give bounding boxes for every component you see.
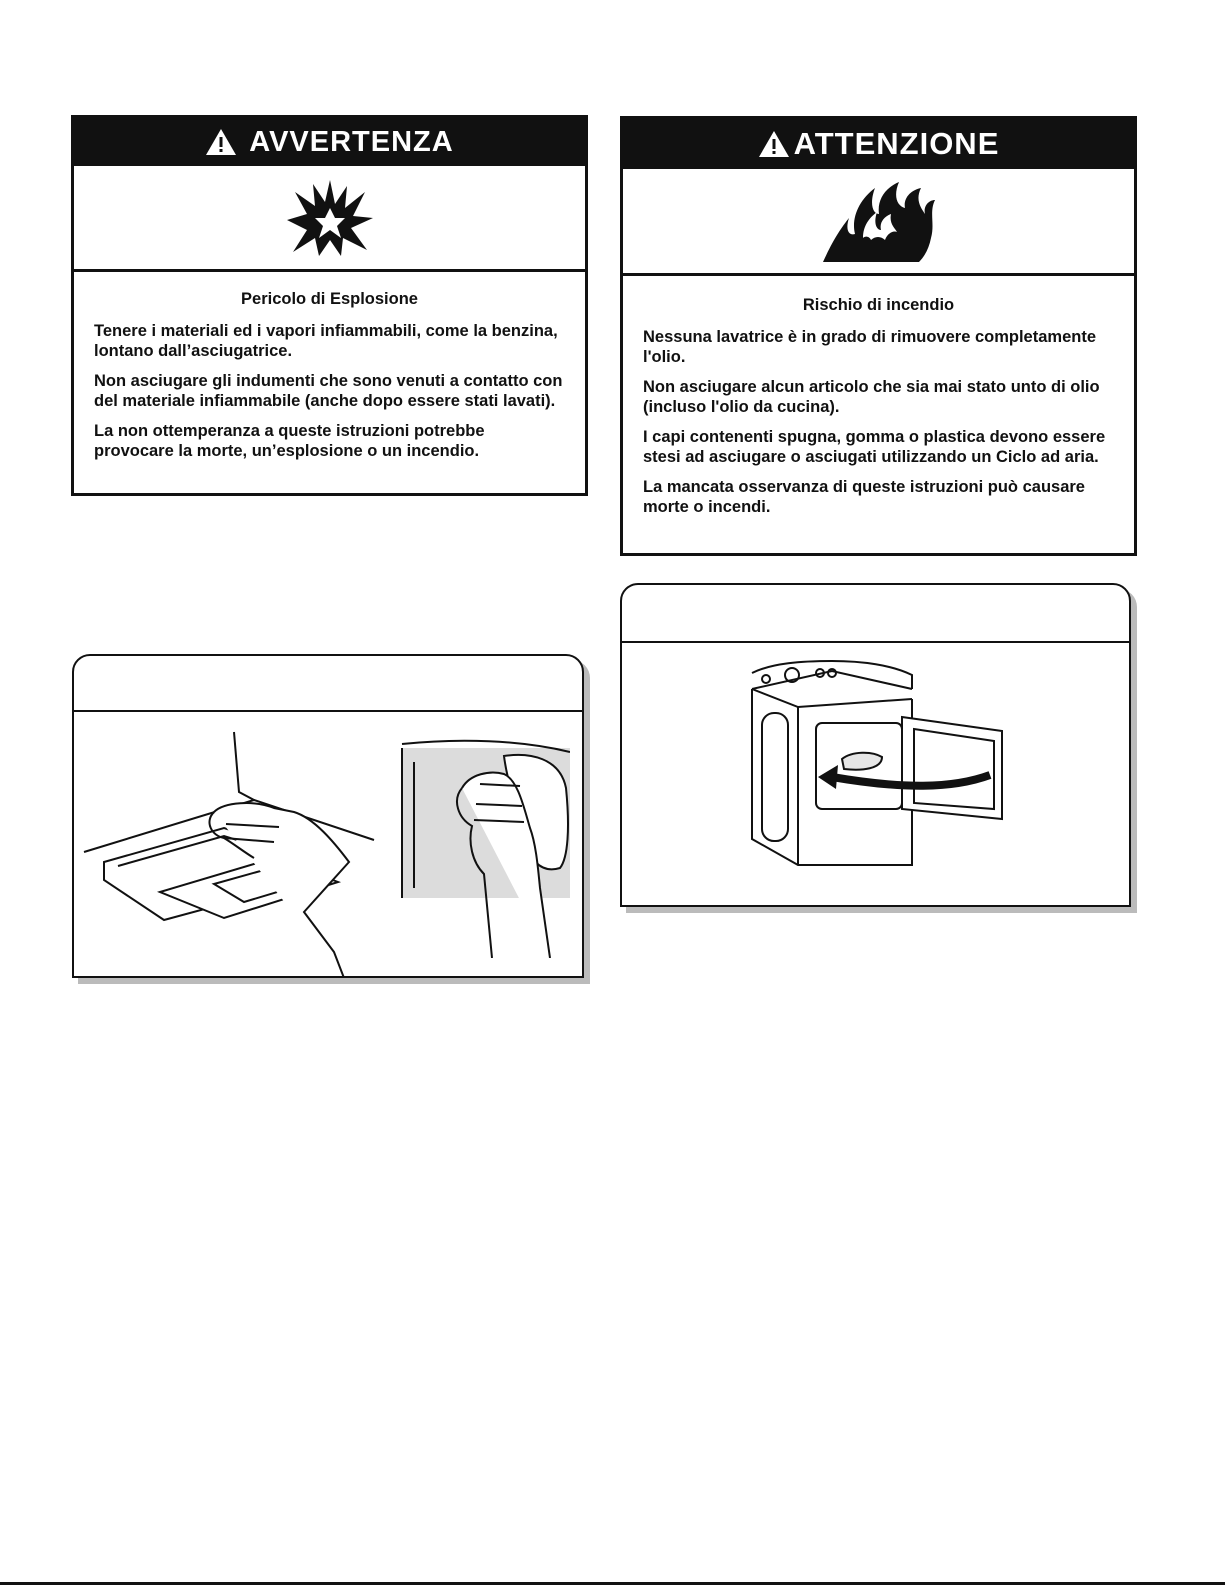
warning-text xyxy=(74,272,585,461)
warning-triangle-icon xyxy=(205,128,237,156)
hazard-pictogram xyxy=(74,166,585,272)
fire-icon xyxy=(819,178,939,264)
hazard-pictogram xyxy=(623,169,1134,276)
warning-paragraph: I capi contenenti spugna, gomma o plastica devono essere stesi ad asciugare o asciugati utilizzando un Ciclo ad aria. xyxy=(643,428,1106,466)
warning-paragraph: La non ottemperanza a queste istruzioni potrebbe provocare la morte, un’esplosione o un incendio. xyxy=(94,422,485,460)
dryer-door-swing-illustration xyxy=(732,659,1032,873)
warning-header xyxy=(74,118,585,166)
warning-paragraph: Tenere i materiali ed i vapori infiammabili, come la benzina, lontano dall’asciugatrice. xyxy=(94,322,558,360)
warning-paragraph: Nessuna lavatrice è in grado di rimuovere completamente l'olio. xyxy=(643,328,1096,366)
illustration-panel-door xyxy=(620,583,1131,907)
panel-header xyxy=(622,585,1129,643)
warning-paragraph: La mancata osservanza di queste istruzioni può causare morte o incendi. xyxy=(643,478,1085,516)
signal-word: ATTENZIONE xyxy=(793,126,1000,161)
warning-box-explosion xyxy=(71,115,588,496)
drum-wiping-illustration xyxy=(400,718,570,958)
explosion-icon xyxy=(285,178,375,258)
warning-triangle-icon xyxy=(758,130,790,158)
warning-box-fire xyxy=(620,116,1137,556)
illustration-panel-lint xyxy=(72,654,584,978)
warning-paragraph: Non asciugare gli indumenti che sono venuti a contatto con del materiale infiammabile (anche dopo essere stati lavati). xyxy=(94,372,563,410)
signal-word: AVVERTENZA xyxy=(249,125,454,158)
warning-text xyxy=(623,276,1134,517)
panel-header xyxy=(74,656,582,712)
hazard-title: Pericolo di Esplosione xyxy=(241,290,418,308)
warning-header xyxy=(623,119,1134,169)
hazard-title: Rischio di incendio xyxy=(802,296,955,314)
warning-paragraph: Non asciugare alcun articolo che sia mai stato unto di olio (incluso l'olio da cucina). xyxy=(643,378,1100,416)
